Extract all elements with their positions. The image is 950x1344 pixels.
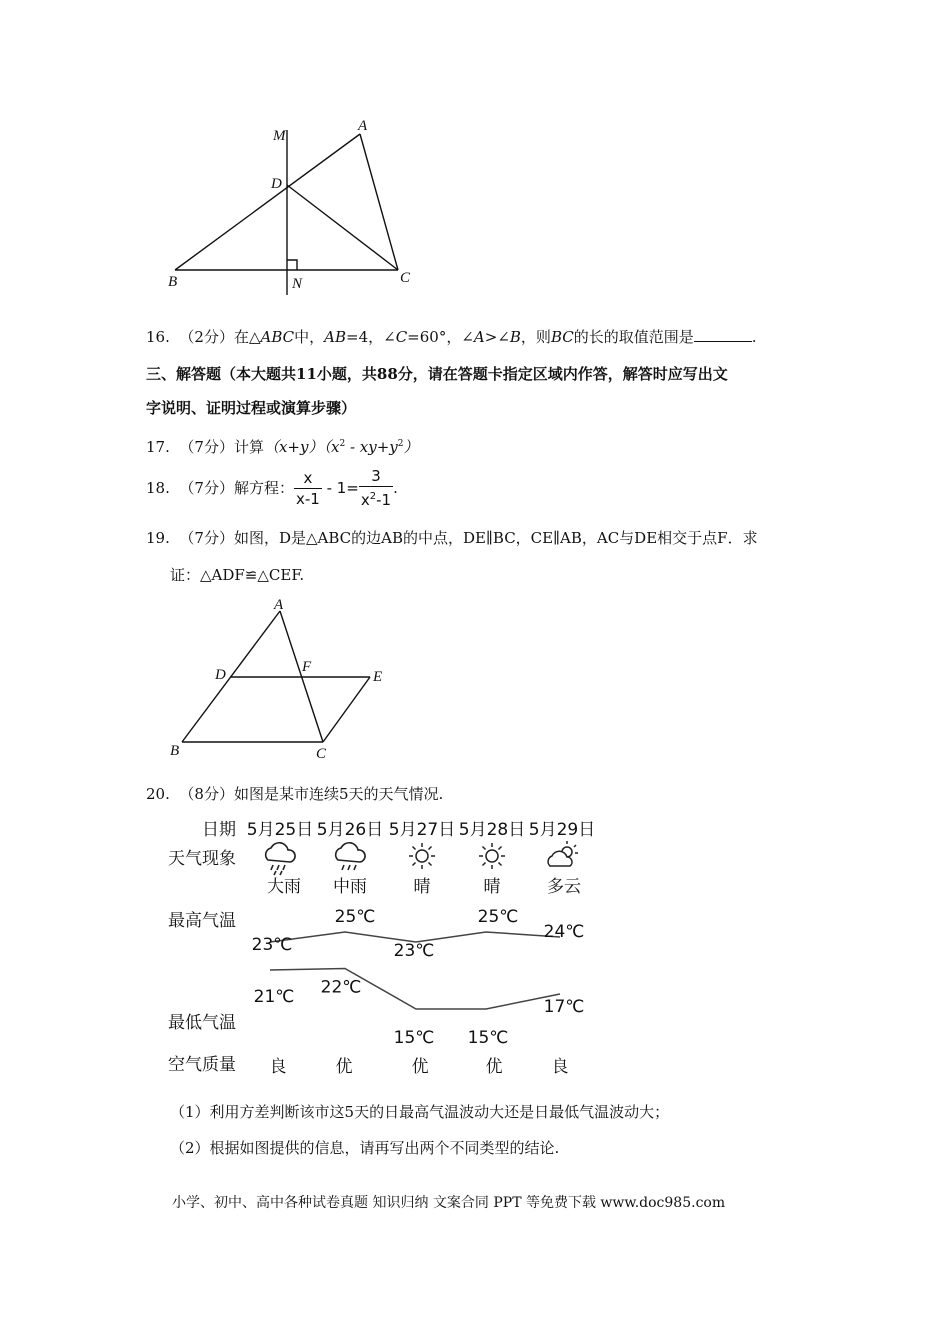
q16-text: 在△ xyxy=(233,328,261,346)
q17-text: 计算 xyxy=(233,438,264,456)
sunny-icon xyxy=(479,843,505,869)
answer-blank[interactable] xyxy=(694,327,752,342)
q19-text: 如图，D是△ABC的边AB的中点，DE∥BC，CE∥AB，AC与DE相交于点F．求 xyxy=(233,529,758,547)
label-a: A xyxy=(274,597,284,613)
frac-den: x-1 xyxy=(295,489,320,508)
date-label: 5月28日 xyxy=(458,820,526,840)
q16-number: 16. xyxy=(146,328,170,346)
q17-score: （7分） xyxy=(179,438,234,456)
low-temp-label: 21℃ xyxy=(253,987,295,1007)
q18-score: （7分） xyxy=(179,479,234,497)
q17-sup: 2 xyxy=(339,439,346,449)
q17-expr: ） xyxy=(403,438,419,456)
q18-end: . xyxy=(393,479,398,497)
low-temp-label: 15℃ xyxy=(393,1028,435,1048)
q17-expr: （x+y） xyxy=(263,438,324,456)
label-a: A xyxy=(358,118,368,134)
q17-expr: - xy+y xyxy=(345,438,398,456)
q16-var: BC xyxy=(550,328,574,346)
weather-text: 中雨 xyxy=(333,877,367,897)
figure-parallelogram xyxy=(160,595,410,765)
air-quality: 优 xyxy=(411,1057,429,1077)
frac-den-rest: -1 xyxy=(376,491,392,509)
question-18 xyxy=(146,466,398,510)
date-label: 5月25日 xyxy=(246,820,314,840)
question-19-line1 xyxy=(146,528,758,548)
frac-num: 3 xyxy=(359,466,393,487)
q20-subquestion-2: （2）根据如图提供的信息，请再写出两个不同类型的结论. xyxy=(170,1139,560,1157)
row-label-air: 空气质量 xyxy=(168,1055,236,1075)
air-quality: 优 xyxy=(335,1057,353,1077)
high-temp-label: 24℃ xyxy=(543,922,585,942)
date-label: 5月29日 xyxy=(528,820,596,840)
question-16 xyxy=(146,327,757,347)
q16-var: ABC xyxy=(260,328,295,346)
question-19-line2: 证：△ADF≌△CEF. xyxy=(170,566,305,584)
air-quality: 良 xyxy=(269,1057,287,1077)
q16-text: 中， xyxy=(294,328,325,346)
row-label-date: 日期 xyxy=(202,820,236,840)
q16-text: 的长的取值范围是 xyxy=(573,328,694,346)
question-20 xyxy=(146,784,443,804)
q16-text: =4，∠ xyxy=(346,328,396,346)
label-b: B xyxy=(168,274,178,290)
q18-text: 解方程： xyxy=(233,479,294,497)
low-temp-label: 15℃ xyxy=(467,1028,509,1048)
q16-var: C xyxy=(395,328,408,346)
temperature-lines xyxy=(252,907,585,1048)
high-temp-label: 25℃ xyxy=(477,907,519,927)
high-temp-label: 25℃ xyxy=(334,907,376,927)
weather-text: 晴 xyxy=(483,877,501,897)
high-temp-label: 23℃ xyxy=(393,941,435,961)
label-d: D xyxy=(271,176,282,192)
q20-text: 如图是某市连续5天的天气情况. xyxy=(233,785,444,803)
q18-number: 18. xyxy=(146,479,170,497)
high-temp-label: 23℃ xyxy=(251,935,293,955)
air-quality: 优 xyxy=(485,1057,503,1077)
q16-text: ，则 xyxy=(520,328,551,346)
frac-den-base: x xyxy=(360,491,370,509)
q20-number: 20. xyxy=(146,785,170,803)
q16-text: >∠ xyxy=(484,328,510,346)
q19-score: （7分） xyxy=(179,529,234,547)
label-c: C xyxy=(316,746,327,762)
section-3-heading-line2: 字说明、证明过程或演算步骤） xyxy=(146,399,357,417)
row-label-low: 最低气温 xyxy=(168,1013,236,1033)
question-17 xyxy=(146,434,419,457)
fraction-x-over-x-minus-1 xyxy=(294,468,322,509)
frac-num: x xyxy=(294,468,322,489)
label-e: E xyxy=(373,669,383,685)
q16-text: =60°，∠ xyxy=(407,328,474,346)
label-f: F xyxy=(302,659,312,675)
date-label: 5月27日 xyxy=(388,820,456,840)
weather-text: 晴 xyxy=(413,877,431,897)
row-label-phenomenon: 天气现象 xyxy=(168,849,236,869)
page-footer: 小学、初中、高中各种试卷真题 知识归纳 文案合同 PPT 等免费下载 www.doc985.com xyxy=(172,1195,726,1211)
q16-var: B xyxy=(509,328,521,346)
q16-var: A xyxy=(473,328,485,346)
heavy-rain-icon xyxy=(266,843,295,875)
label-b: B xyxy=(170,743,180,759)
weather-chart xyxy=(160,810,620,1085)
fraction-3-over-x2-minus-1 xyxy=(359,466,393,510)
q16-var: AB xyxy=(324,328,346,346)
q20-subquestion-1: （1）利用方差判断该市这5天的日最高气温波动大还是日最低气温波动大； xyxy=(170,1103,670,1121)
moderate-rain-icon xyxy=(336,843,365,870)
q16-score: （2分） xyxy=(179,328,234,346)
label-d: D xyxy=(215,667,226,683)
partly-cloudy-icon xyxy=(548,841,578,866)
section-3-heading-line1: 三、解答题（本大题共11小题，共88分，请在答题卡指定区域内作答，解答时应写出文 xyxy=(146,365,728,383)
q20-score: （8分） xyxy=(179,785,234,803)
q17-sup: 2 xyxy=(397,439,404,449)
q19-number: 19. xyxy=(146,529,170,547)
sunny-icon xyxy=(409,843,435,869)
label-c: C xyxy=(400,270,411,286)
q18-mid: - 1= xyxy=(321,479,359,497)
air-quality: 良 xyxy=(551,1057,569,1077)
low-temperature-line xyxy=(270,969,560,1010)
q17-expr: （x xyxy=(323,438,340,456)
row-label-high: 最高气温 xyxy=(168,911,236,931)
date-label: 5月26日 xyxy=(316,820,384,840)
label-m: M xyxy=(273,128,286,144)
q16-end: . xyxy=(751,328,757,346)
label-n: N xyxy=(292,276,303,292)
frac-den-sup: 2 xyxy=(369,491,377,502)
weather-text: 大雨 xyxy=(267,877,301,897)
q17-number: 17. xyxy=(146,438,170,456)
frac-den xyxy=(359,487,393,510)
figure-triangle-mn xyxy=(160,110,430,300)
weather-text: 多云 xyxy=(547,877,581,897)
low-temp-label: 22℃ xyxy=(320,977,362,998)
low-temp-label: 17℃ xyxy=(543,997,585,1017)
